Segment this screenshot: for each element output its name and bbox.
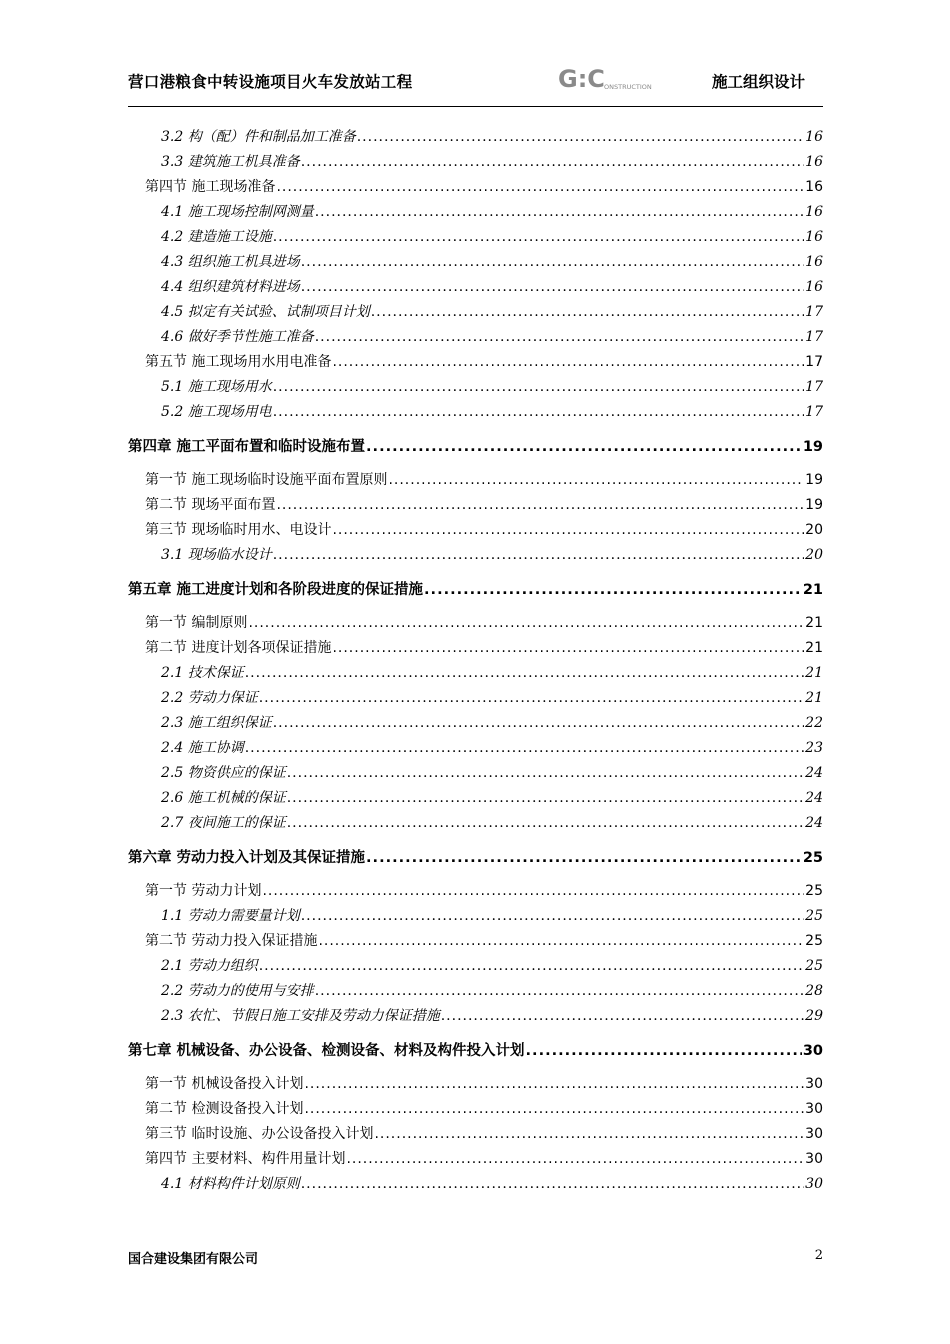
toc-dot-leader: [424, 582, 802, 598]
toc-chapter-entry[interactable]: [128, 1039, 823, 1064]
toc-page-number: 21: [802, 582, 823, 598]
toc-subsection-entry[interactable]: [128, 201, 823, 226]
toc-subsection-entry[interactable]: [128, 151, 823, 176]
toc-subsection-entry[interactable]: [128, 1005, 823, 1030]
toc-section-entry[interactable]: [128, 612, 823, 637]
footer-page-number: 2: [814, 1248, 823, 1263]
toc-entry-title: 第六章 劳动力投入计划及其保证措施: [128, 850, 366, 866]
toc-entry-title: 第一节 编制原则: [145, 615, 248, 631]
toc-chapter-entry[interactable]: [128, 846, 823, 871]
toc-page-number: 30: [805, 1176, 823, 1192]
toc-dot-leader: [287, 815, 804, 831]
toc-subsection-entry[interactable]: [128, 301, 823, 326]
toc-page-number: 16: [805, 229, 823, 245]
toc-dot-leader: [273, 404, 804, 420]
toc-dot-leader: [304, 1076, 804, 1092]
toc-dot-leader: [374, 1126, 804, 1142]
toc-entry-title: 1.1 劳动力需要量计划: [161, 908, 300, 924]
toc-entry-title: 2.2 劳动力的使用与安排: [161, 983, 314, 999]
toc-section-entry[interactable]: [128, 1098, 823, 1123]
toc-section-entry[interactable]: [128, 494, 823, 519]
toc-dot-leader: [245, 665, 804, 681]
toc-entry-title: 5.2 施工现场用电: [161, 404, 272, 420]
toc-dot-leader: [388, 472, 804, 488]
toc-entry-title: 第四章 施工平面布置和临时设施布置: [128, 439, 366, 455]
toc-entry-title: 2.1 劳动力组织: [161, 958, 258, 974]
toc-entry-title: 4.4 组织建筑材料进场: [161, 279, 300, 295]
toc-page-number: 17: [805, 379, 823, 395]
toc-dot-leader: [366, 850, 802, 866]
toc-page-number: 22: [805, 715, 823, 731]
toc-dot-leader: [262, 883, 804, 899]
toc-page-number: 21: [805, 615, 823, 631]
toc-entry-title: 第三节 临时设施、办公设备投入计划: [145, 1126, 374, 1142]
toc-subsection-entry[interactable]: [128, 662, 823, 687]
toc-dot-leader: [273, 379, 804, 395]
toc-entry-title: 4.1 施工现场控制网测量: [161, 204, 314, 220]
toc-entry-title: 2.2 劳动力保证: [161, 690, 258, 706]
toc-page-number: 20: [805, 547, 823, 563]
toc-page-number: 21: [805, 640, 823, 656]
toc-dot-leader: [332, 354, 804, 370]
toc-dot-leader: [301, 908, 804, 924]
toc-dot-leader: [301, 154, 804, 170]
toc-entry-title: 4.6 做好季节性施工准备: [161, 329, 314, 345]
toc-entry-title: 3.2 构（配）件和制品加工准备: [161, 129, 356, 145]
toc-subsection-entry[interactable]: [128, 376, 823, 401]
toc-page-number: 16: [805, 254, 823, 270]
logo-subtext: ONSTRUCTION: [604, 83, 652, 91]
toc-dot-leader: [287, 790, 804, 806]
toc-entry-title: 第二节 进度计划各项保证措施: [145, 640, 332, 656]
toc-page-number: 24: [805, 790, 823, 806]
project-title: 营口港粮食中转设施项目火车发放站工程: [128, 73, 413, 91]
toc-page-number: 30: [802, 1043, 823, 1059]
toc-subsection-entry[interactable]: [128, 787, 823, 812]
toc-page-number: 21: [805, 690, 823, 706]
toc-dot-leader: [332, 522, 804, 538]
toc-subsection-entry[interactable]: [128, 226, 823, 251]
toc-entry-title: 第四节 主要材料、构件用量计划: [145, 1151, 346, 1167]
toc-entry-title: 第四节 施工现场准备: [145, 179, 276, 195]
toc-page-number: 30: [805, 1126, 823, 1142]
toc-entry-title: 4.5 拟定有关试验、试制项目计划: [161, 304, 370, 320]
toc-page-number: 19: [805, 472, 823, 488]
toc-page-number: 25: [802, 850, 823, 866]
footer-company: 国合建设集团有限公司: [128, 1252, 259, 1267]
toc-subsection-entry[interactable]: [128, 737, 823, 762]
toc-page-number: 17: [805, 354, 823, 370]
toc-page-number: 25: [805, 933, 823, 949]
toc-page-number: 16: [805, 279, 823, 295]
toc-dot-leader: [301, 279, 804, 295]
toc-chapter-entry[interactable]: [128, 435, 823, 460]
toc-page-number: 28: [805, 983, 823, 999]
toc-dot-leader: [259, 958, 804, 974]
toc-section-entry[interactable]: [128, 637, 823, 662]
toc-dot-leader: [248, 615, 804, 631]
toc-page-number: 25: [805, 958, 823, 974]
toc-dot-leader: [287, 765, 804, 781]
toc-subsection-entry[interactable]: [128, 762, 823, 787]
toc-page-number: 16: [805, 179, 823, 195]
toc-entry-title: 4.3 组织施工机具进场: [161, 254, 300, 270]
toc-chapter-entry[interactable]: [128, 578, 823, 603]
toc-dot-leader: [366, 439, 802, 455]
toc-subsection-entry[interactable]: [128, 126, 823, 151]
toc-dot-leader: [273, 229, 804, 245]
toc-page-number: 25: [805, 908, 823, 924]
toc-dot-leader: [273, 715, 804, 731]
toc-entry-title: 2.6 施工机械的保证: [161, 790, 286, 806]
toc-entry-title: 4.1 材料构件计划原则: [161, 1176, 300, 1192]
toc-dot-leader: [259, 690, 804, 706]
toc-subsection-entry[interactable]: [128, 326, 823, 351]
toc-page-number: 16: [805, 204, 823, 220]
toc-page-number: 24: [805, 815, 823, 831]
toc-section-entry[interactable]: [128, 176, 823, 201]
toc-entry-title: 2.3 农忙、节假日施工安排及劳动力保证措施: [161, 1008, 440, 1024]
toc-dot-leader: [332, 640, 804, 656]
toc-page-number: 20: [805, 522, 823, 538]
toc-dot-leader: [273, 547, 804, 563]
toc-section-entry[interactable]: [128, 880, 823, 905]
toc-dot-leader: [357, 129, 804, 145]
toc-entry-title: 第二节 检测设备投入计划: [145, 1101, 304, 1117]
logo-text: G:C: [558, 66, 605, 92]
toc-dot-leader: [315, 329, 804, 345]
toc-entry-title: 3.1 现场临水设计: [161, 547, 272, 563]
toc-entry-title: 2.3 施工组织保证: [161, 715, 272, 731]
page-header: [128, 62, 823, 107]
toc-page-number: 16: [805, 154, 823, 170]
toc-page-number: 16: [805, 129, 823, 145]
toc-section-entry[interactable]: [128, 351, 823, 376]
toc-page-number: 19: [805, 497, 823, 513]
toc-entry-title: 2.1 技术保证: [161, 665, 244, 681]
toc-entry-title: 5.1 施工现场用水: [161, 379, 272, 395]
toc-page-number: 23: [805, 740, 823, 756]
toc-entry-title: 第三节 现场临时用水、电设计: [145, 522, 332, 538]
toc-entry-title: 第五章 施工进度计划和各阶段进度的保证措施: [128, 582, 424, 598]
toc-section-entry[interactable]: [128, 519, 823, 544]
toc-entry-title: 第二节 劳动力投入保证措施: [145, 933, 318, 949]
toc-subsection-entry[interactable]: [128, 712, 823, 737]
toc-page-number: 21: [805, 665, 823, 681]
toc-dot-leader: [315, 204, 804, 220]
toc-dot-leader: [301, 1176, 804, 1192]
document-type: 施工组织设计: [711, 73, 805, 91]
toc-dot-leader: [276, 179, 804, 195]
toc-dot-leader: [371, 304, 804, 320]
toc-subsection-entry[interactable]: [128, 812, 823, 837]
toc-page-number: 17: [805, 304, 823, 320]
toc-entry-title: 3.3 建筑施工机具准备: [161, 154, 300, 170]
toc-entry-title: 2.5 物资供应的保证: [161, 765, 286, 781]
toc-entry-title: 第七章 机械设备、办公设备、检测设备、材料及构件投入计划: [128, 1043, 525, 1059]
toc-dot-leader: [346, 1151, 804, 1167]
toc-section-entry[interactable]: [128, 1073, 823, 1098]
toc-subsection-entry[interactable]: [128, 905, 823, 930]
toc-entry-title: 2.7 夜间施工的保证: [161, 815, 286, 831]
toc-dot-leader: [318, 933, 804, 949]
toc-entry-title: 2.4 施工协调: [161, 740, 244, 756]
toc-subsection-entry[interactable]: [128, 980, 823, 1005]
toc-section-entry[interactable]: [128, 469, 823, 494]
company-logo: [558, 66, 668, 92]
toc-section-entry[interactable]: [128, 1123, 823, 1148]
toc-dot-leader: [245, 740, 804, 756]
toc-dot-leader: [315, 983, 804, 999]
toc-page-number: 30: [805, 1101, 823, 1117]
toc-subsection-entry[interactable]: [128, 955, 823, 980]
toc-subsection-entry[interactable]: [128, 687, 823, 712]
toc-section-entry[interactable]: [128, 930, 823, 955]
toc-page-number: 29: [805, 1008, 823, 1024]
toc-page-number: 30: [805, 1076, 823, 1092]
toc-subsection-entry[interactable]: [128, 1173, 823, 1198]
toc-dot-leader: [441, 1008, 804, 1024]
toc-page-number: 17: [805, 404, 823, 420]
toc-dot-leader: [276, 497, 804, 513]
toc-page-number: 19: [802, 439, 823, 455]
toc-page-number: 30: [805, 1151, 823, 1167]
toc-entry-title: 第二节 现场平面布置: [145, 497, 276, 513]
toc-entry-title: 第一节 机械设备投入计划: [145, 1076, 304, 1092]
toc-subsection-entry[interactable]: [128, 544, 823, 569]
toc-entry-title: 第一节 施工现场临时设施平面布置原则: [145, 472, 388, 488]
toc-page-number: 17: [805, 329, 823, 345]
toc-page-number: 24: [805, 765, 823, 781]
toc-dot-leader: [304, 1101, 804, 1117]
toc-entry-title: 4.2 建造施工设施: [161, 229, 272, 245]
toc-subsection-entry[interactable]: [128, 276, 823, 301]
toc-dot-leader: [301, 254, 804, 270]
toc-entry-title: 第一节 劳动力计划: [145, 883, 262, 899]
toc-dot-leader: [526, 1043, 802, 1059]
toc-section-entry[interactable]: [128, 1148, 823, 1173]
toc-subsection-entry[interactable]: [128, 251, 823, 276]
toc-subsection-entry[interactable]: [128, 401, 823, 426]
toc-entry-title: 第五节 施工现场用水用电准备: [145, 354, 332, 370]
table-of-contents: [128, 126, 823, 1198]
toc-page-number: 25: [805, 883, 823, 899]
